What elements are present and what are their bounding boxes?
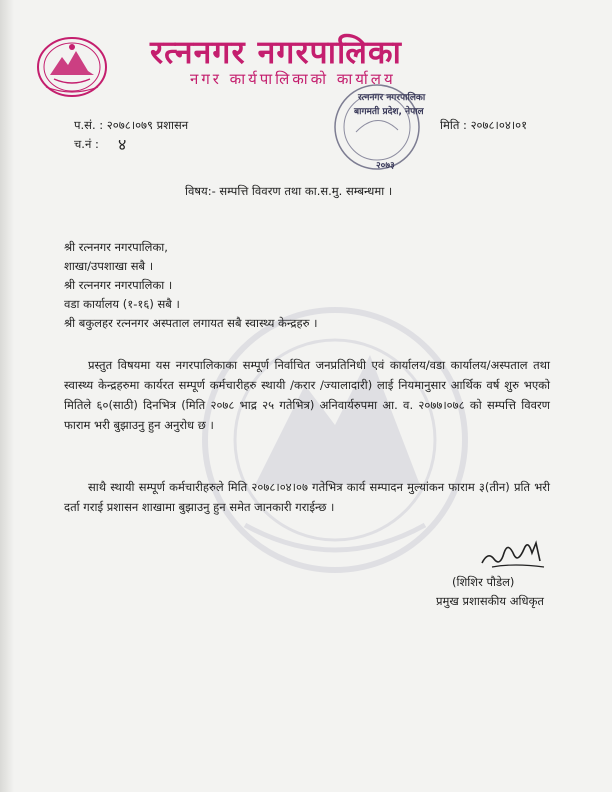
dispatch-number-value: ४ (118, 135, 127, 154)
subject-line: विषय:- सम्पत्ति विवरण तथा का.स.मु. सम्बन्धमा । (185, 184, 393, 198)
recipient-2: शाखा/उपशाखा सबै । (64, 259, 154, 273)
recipient-3: श्री रत्ननगर नगरपालिका । (64, 278, 173, 292)
recipient-1: श्री रत्ननगर नगरपालिका, (64, 240, 168, 254)
letter-date: मिति : २०७८।०४।०१ (440, 118, 528, 132)
stamp-line-1: रत्ननगर नगरपालिका (358, 93, 426, 103)
body-paragraph-1: प्रस्तुत विषयमा यस नगरपालिकाका सम्पूर्ण निर्वाचित जनप्रतिनिधी एवं कार्यालय/वडा कार्यालय/अस्पताल तथा स्वास्थ्य केन्द्रहरुमा कार्यरत सम्पूर्ण कर्मचारीहरु स्थायी /करार /ज्यालादारी) लाई नियमानुसार आर्थिक वर्ष शुरु भएको मितिले ६०(साठी) दिनभित्र (मिति २०७८ भाद्र २५ गतेभित्र) अनिवार्यरुपमा आ. व. २०७७।०७८ को सम्पत्ति विवरण फाराम भरी बुझाउनु हुन अनुरोध छ । (64, 358, 550, 432)
stamp-line-2: बागमती प्रदेश, नेपाल (354, 107, 424, 117)
watermark-emblem (185, 225, 485, 655)
handwritten-signature (478, 533, 550, 573)
recipient-5: श्री बकुलहर रत्ननगर अस्पताल लगायत सबै स्वास्थ्य केन्द्रहरु । (64, 316, 318, 330)
scan-edge (0, 0, 14, 792)
signatory-name: (शिशिर पौडेल) (452, 575, 515, 589)
recipient-4: वडा कार्यालय (१-१६) सबै । (64, 297, 180, 311)
stamp-line-3: २०७३ (376, 161, 395, 171)
letter-number: प.सं. : २०७८।०७९ प्रशासन (74, 118, 189, 132)
dispatch-number-label: च.नं : (74, 137, 99, 151)
office-name: नगर कार्यपालिकाको कार्यालय (190, 70, 396, 88)
municipality-emblem-icon (36, 35, 108, 99)
municipality-name: रत्ननगर नगरपालिका (150, 33, 402, 71)
body-paragraph-2: साथै स्थायी सम्पूर्ण कर्मचारीहरुले मिति २०७८।०४।०७ गतेभित्र कार्य सम्पादन मुल्यांकन फाराम ३(तीन) प्रति भरी दर्ता गराई प्रशासन शाखामा बुझाउनु हुन समेत जानकारी गराईन्छ । (64, 480, 550, 514)
signatory-title: प्रमुख प्रशासकीय अधिकृत (436, 594, 544, 608)
